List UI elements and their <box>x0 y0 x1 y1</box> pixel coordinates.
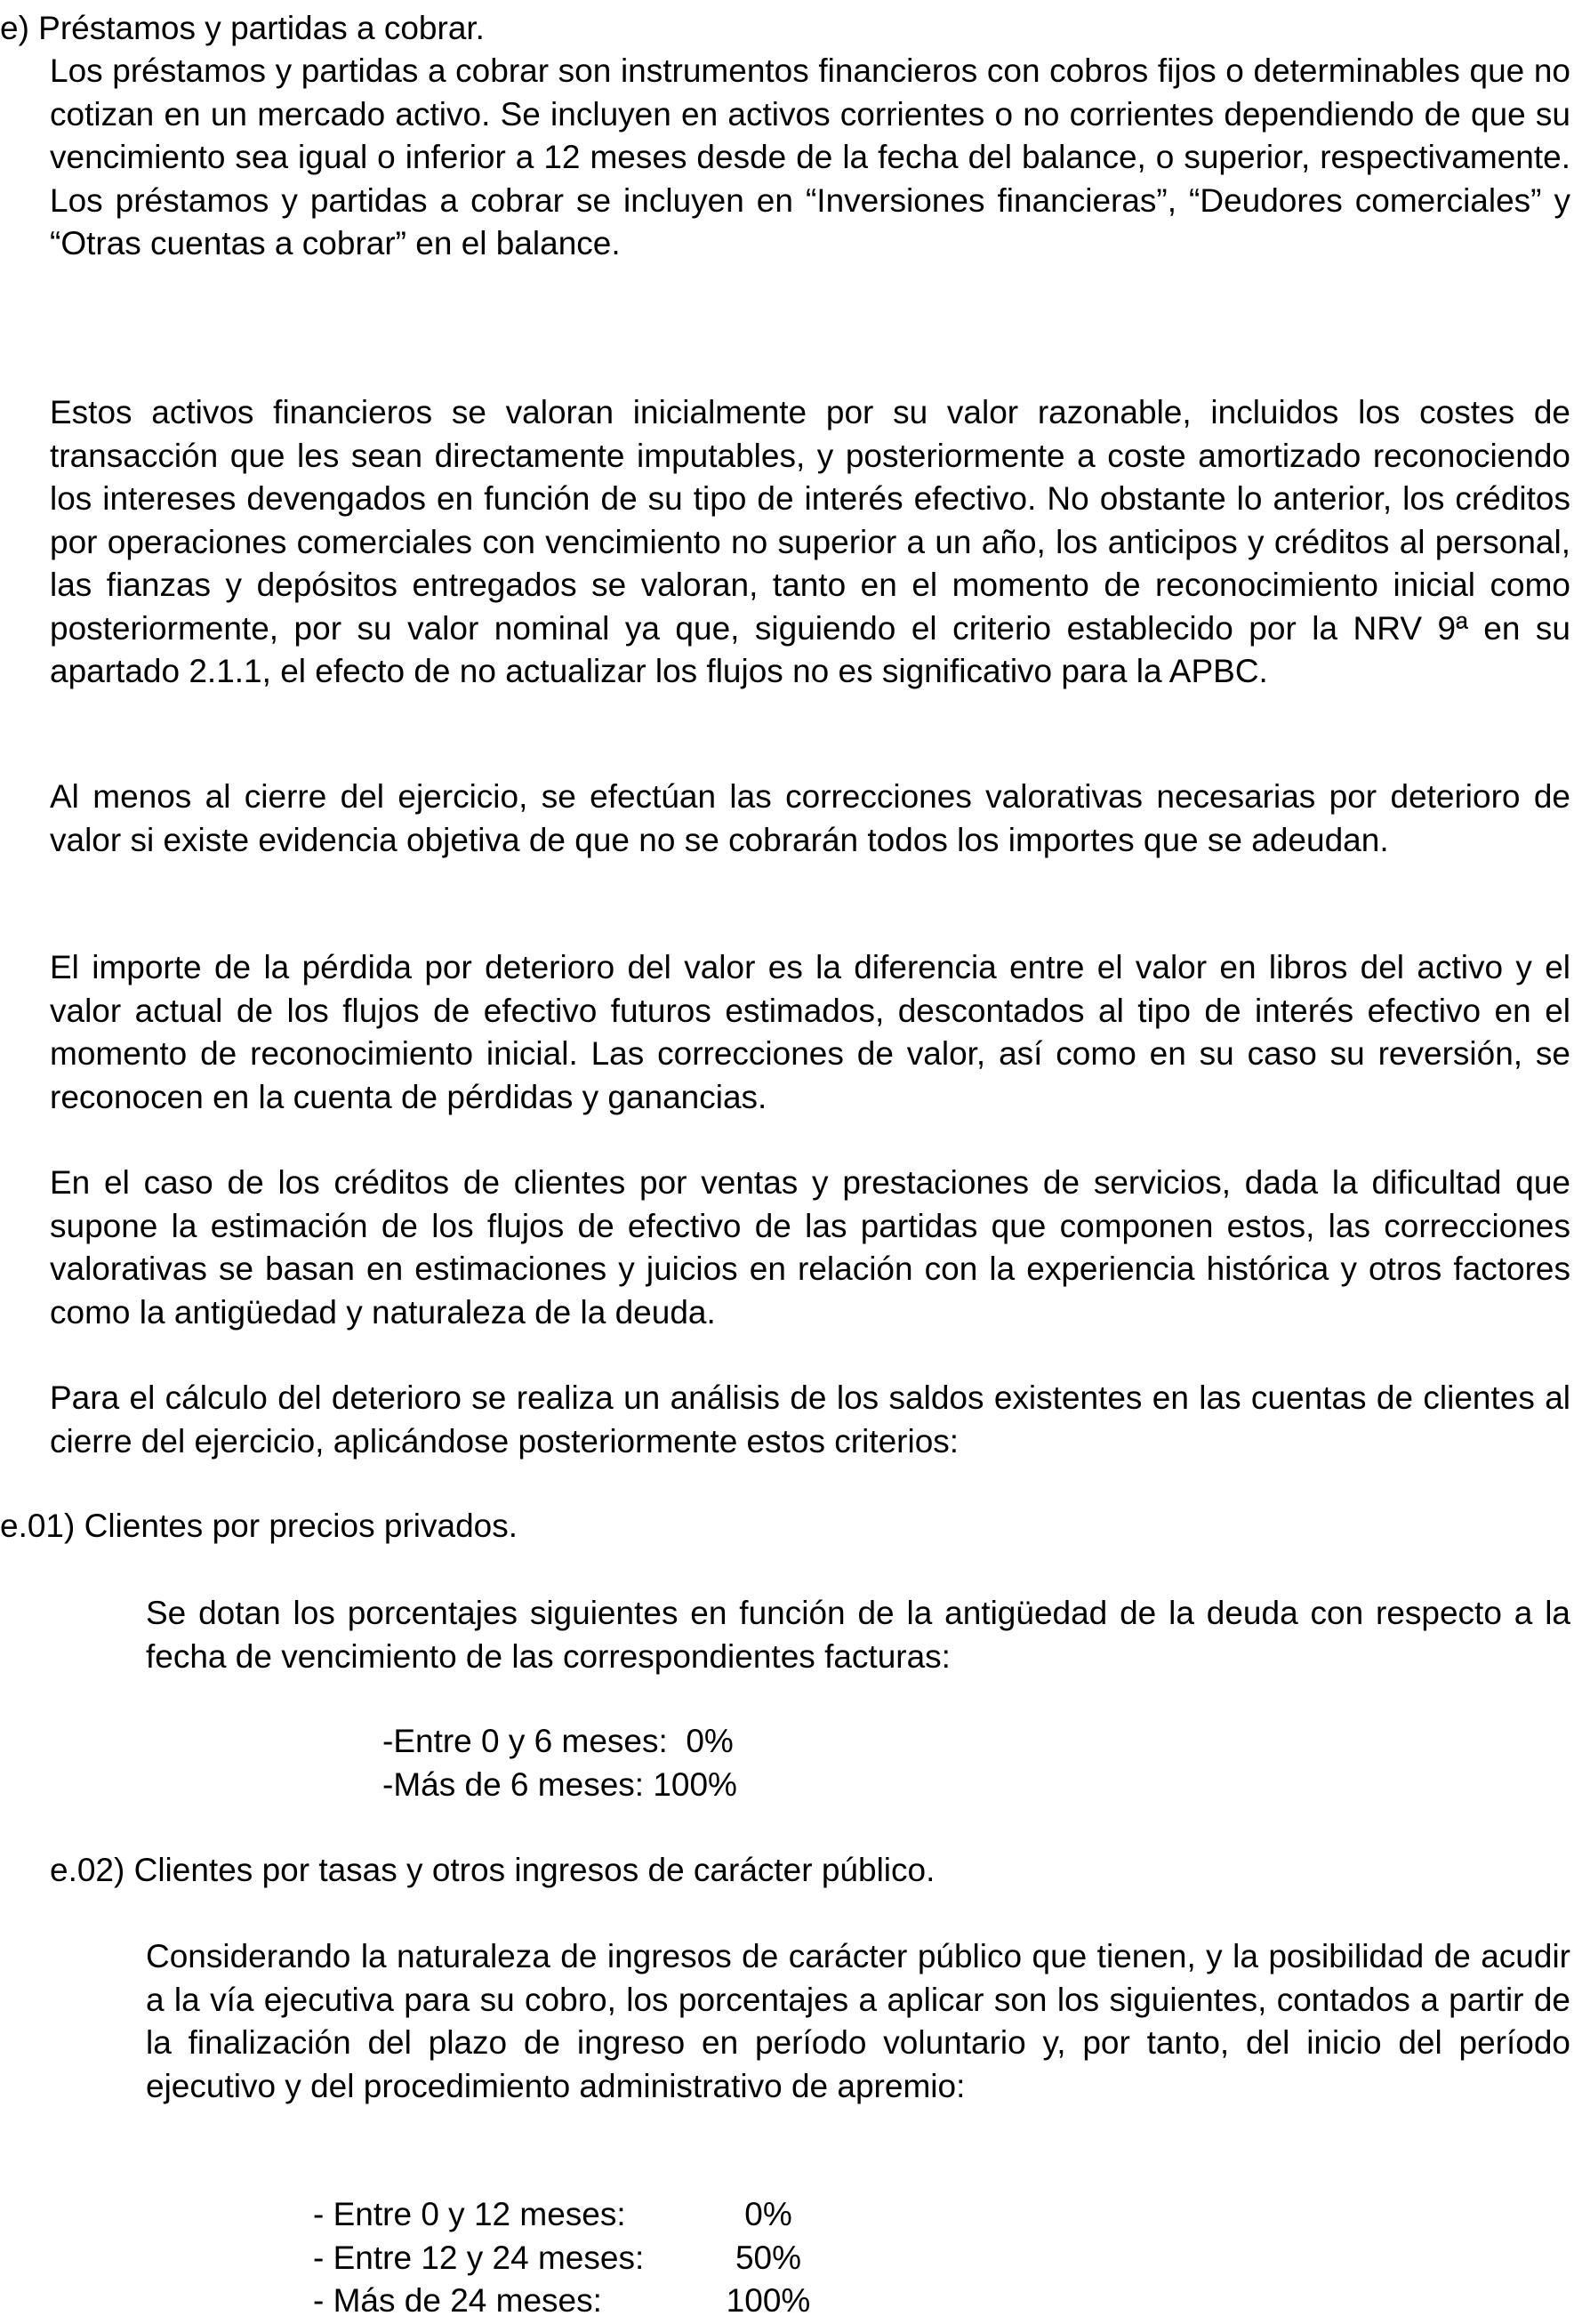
list-e02-percentages <box>313 2193 822 2323</box>
list-item <box>313 2193 822 2237</box>
list-item: -Entre 0 y 6 meses: 0% <box>382 1723 734 1759</box>
paragraph-creditos-clientes: En el caso de los créditos de clientes por ventas y prestaciones de servicios, dada la dificultad que supone la estimación de los flujos de efectivo de las partidas que componen estos, las correcciones valorativas se basan en estimaciones y juicios en relación con la experiencia histórica y otros factores como la antigüedad y naturaleza de la deuda. <box>50 1164 1570 1331</box>
paragraph-e02: Considerando la naturaleza de ingresos de carácter público que tienen, y la posibilidad de acudir a la vía ejecutiva para su cobro, los porcentajes a aplicar son los siguientes, contados a partir de la finalización del plazo de ingreso en período voluntario y, por tanto, del inicio del período ejecutivo y del procedimiento administrativo de apremio: <box>146 1938 1570 2104</box>
subheading-e01: e.01) Clientes por precios privados. <box>0 1508 518 1544</box>
subheading-e02: e.02) Clientes por tasas y otros ingresos de carácter público. <box>50 1852 936 1888</box>
list-item <box>313 2237 822 2280</box>
paragraph-importe-perdida: El importe de la pérdida por deterioro del valor es la diferencia entre el valor en libros del activo y el valor actual de los flujos de efectivo futuros estimados, descontados al tipo de interés efectivo en el momento de reconocimiento inicial. Las correcciones de valor, así como en su caso su reversión, se reconocen en la cuenta de pérdidas y ganancias. <box>50 949 1570 1115</box>
list-item-label: - Entre 0 y 12 meses: <box>313 2196 626 2232</box>
list-item-label: - Más de 24 meses: <box>313 2282 602 2319</box>
list-item <box>313 2280 822 2323</box>
section-heading: e) Préstamos y partidas a cobrar. <box>0 10 485 46</box>
paragraph-valoracion-inicial: Estos activos financieros se valoran inicialmente por su valor razonable, incluidos los costes de transacción que les sean directamente imputables, y posteriormente a coste amortizado reconociendo los intereses devengados en función de su tipo de interés efectivo. No obstante lo anterior, los créditos por operaciones comerciales con vencimiento no superior a un año, los anticipos y créditos al personal, las fianzas y depósitos entregados se valoran, tanto en el momento de reconocimiento inicial como posteriormente, por su valor nominal ya que, siguiendo el criterio establecido por la NRV 9ª en su apartado 2.1.1, el efecto de no actualizar los flujos no es significativo para la APBC. <box>50 394 1570 689</box>
list-e01-percentages <box>382 1720 737 1806</box>
paragraph-e01: Se dotan los porcentajes siguientes en función de la antigüedad de la deuda con respecto a la fecha de vencimiento de las correspondientes facturas: <box>146 1595 1570 1675</box>
list-item-percent: 100% <box>726 2282 811 2319</box>
list-item: -Más de 6 meses: 100% <box>382 1765 737 1803</box>
list-item-label: - Entre 12 y 24 meses: <box>313 2239 645 2276</box>
list-item-percent: 50% <box>735 2239 802 2276</box>
paragraph-prestamos-definicion: Los préstamos y partidas a cobrar son instrumentos financieros con cobros fijos o determinables que no cotizan en un mercado activo. Se incluyen en activos corrientes o no corrientes dependiendo de que su vencimiento sea igual o inferior a 12 meses desde de la fecha del balance, o superior, respectivamente. Los préstamos y partidas a cobrar se incluyen en “Inversiones financieras”, “Deudores comerciales” y “Otras cuentas a cobrar” en el balance. <box>50 52 1570 261</box>
paragraph-cierre-ejercicio: Al menos al cierre del ejercicio, se efectúan las correcciones valorativas necesarias por deterioro de valor si existe evidencia objetiva de que no se cobrarán todos los importes que se adeudan. <box>50 778 1570 858</box>
list-item-percent: 0% <box>744 2196 792 2232</box>
paragraph-calculo-deterioro: Para el cálculo del deterioro se realiza un análisis de los saldos existentes en las cuentas de clientes al cierre del ejercicio, aplicándose posteriormente estos criterios: <box>50 1379 1570 1460</box>
